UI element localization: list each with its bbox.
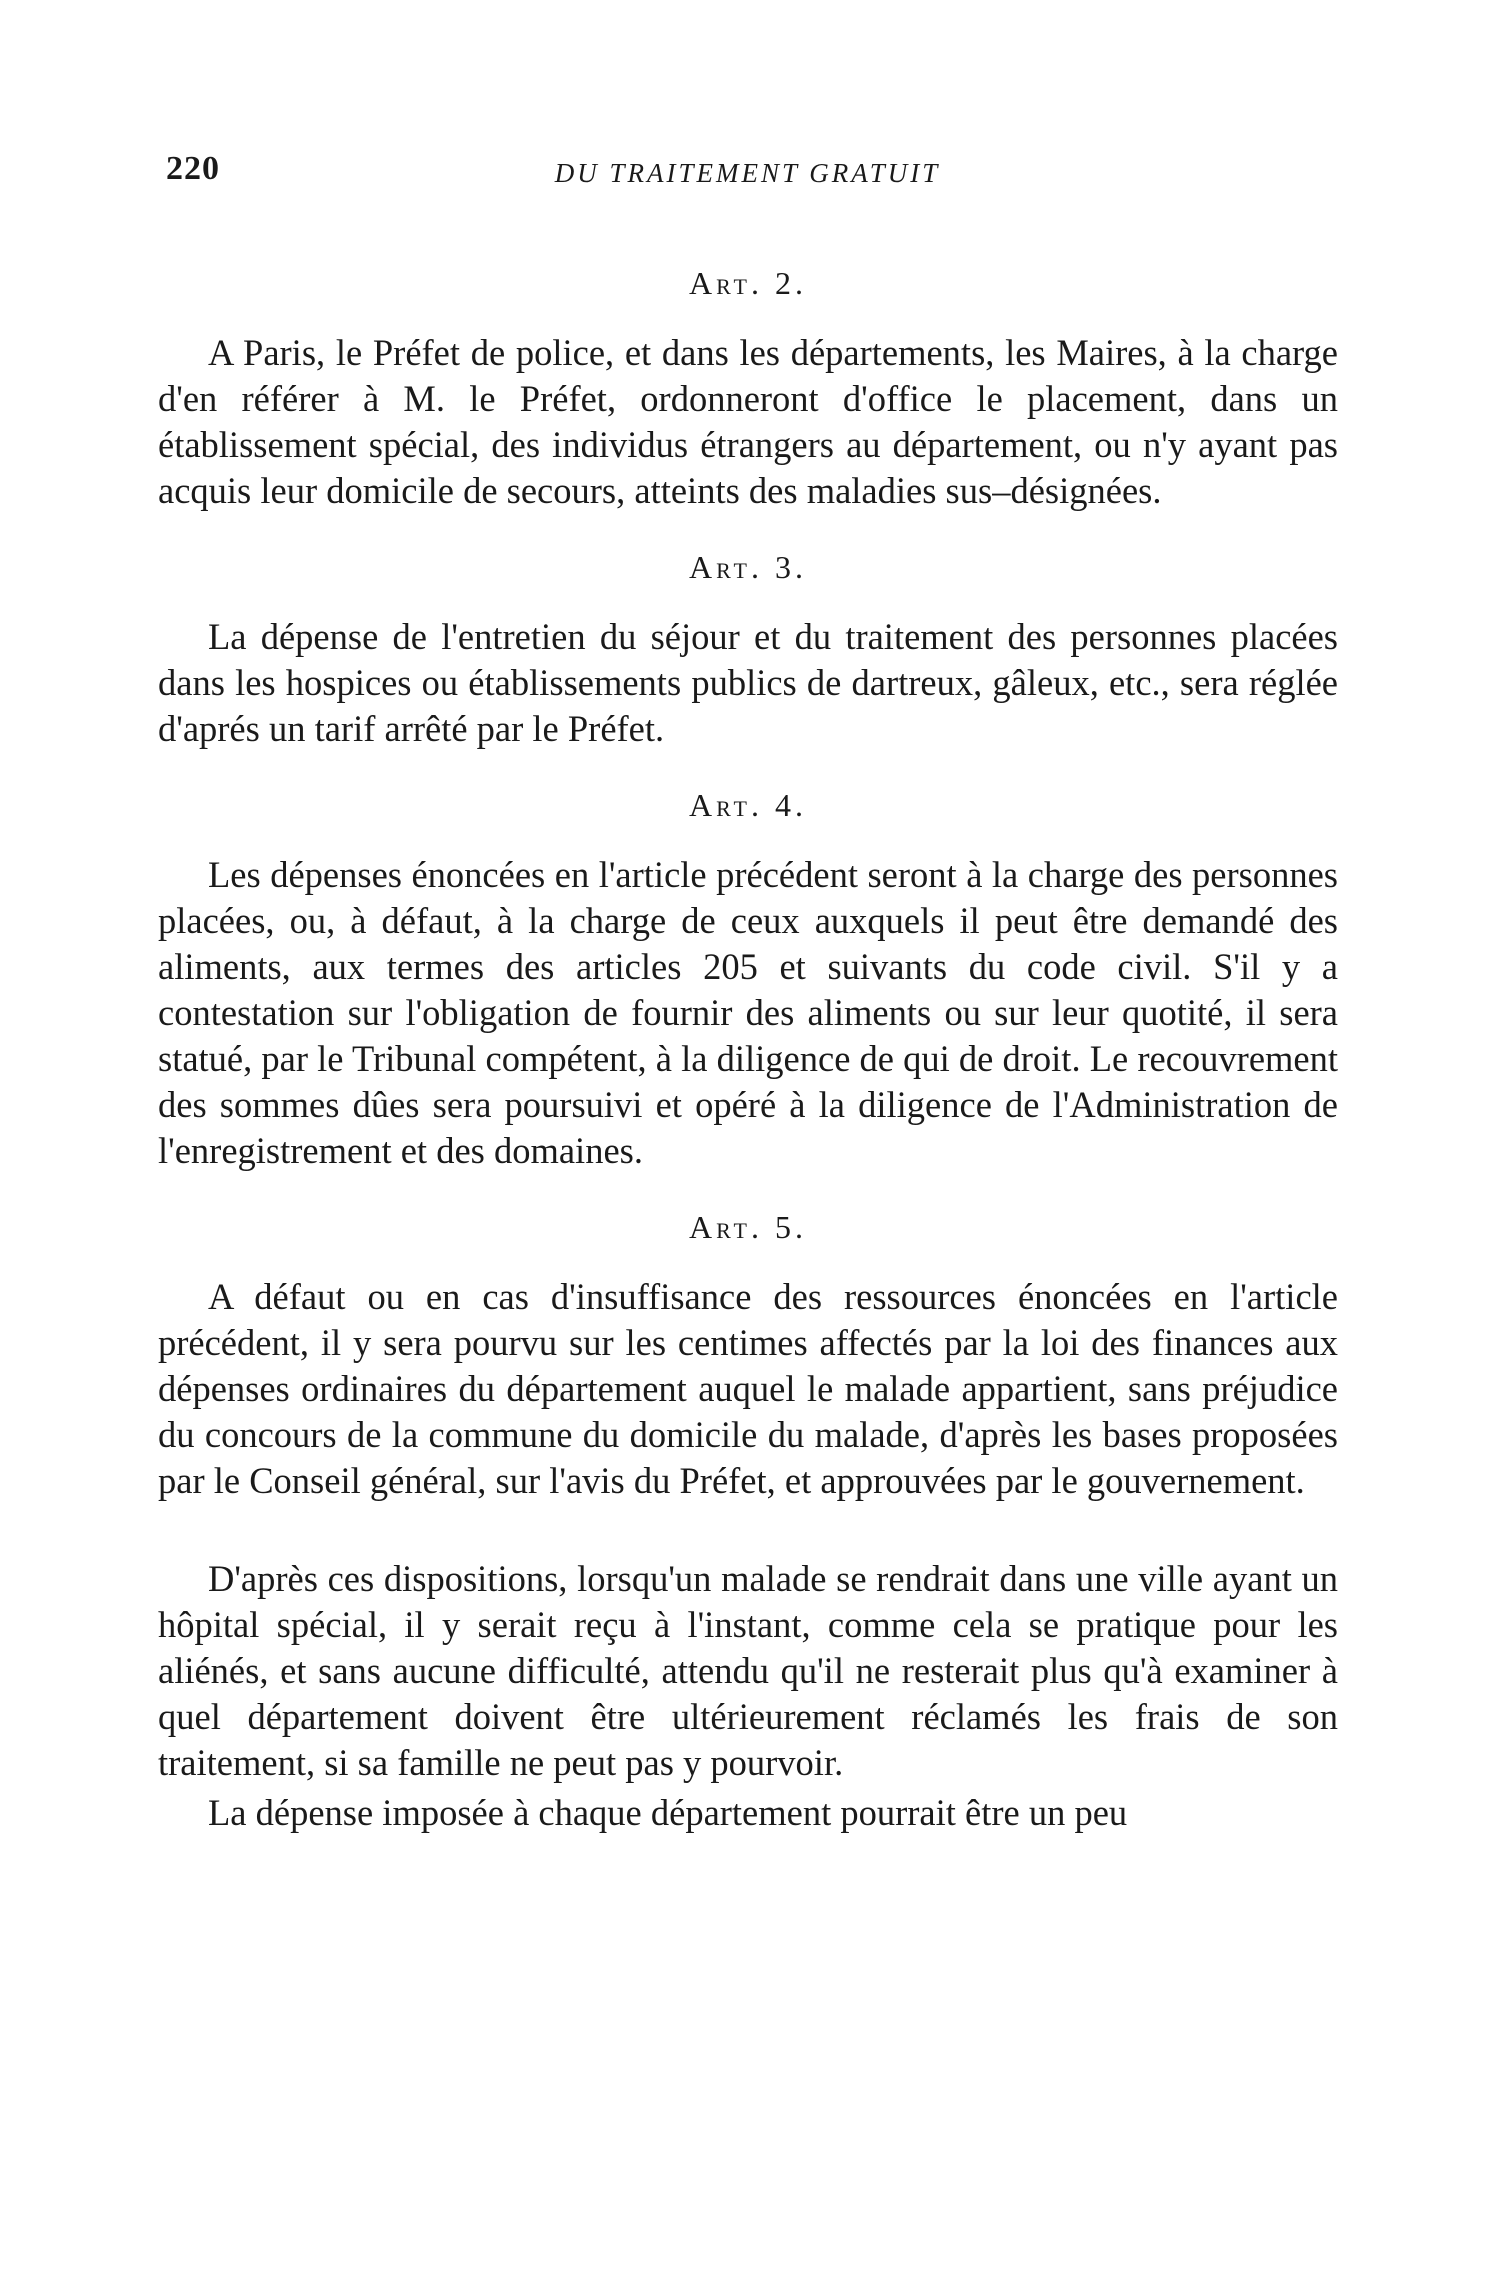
article-3-text: La dépense de l'entretien du séjour et du traitement des personnes placées dans les hospices ou établissements publics de dartreux, gâleux, etc., sera réglée d'aprés un tarif arrêté par le Préfet. [158,616,1338,749]
article-2-text: A Paris, le Préfet de police, et dans les départements, les Maires, à la charge d'en référer à M. le Préfet, ordonneront d'office le placement, dans un établissement spécial, des individus étrangers au département, ou n'y ayant pas acquis leur domicile de secours, atteints des maladies sus–désignées. [158,332,1338,511]
article-4-text: Les dépenses énoncées en l'article précédent seront à la charge des personnes placées, ou, à défaut, à la charge de ceux auxquels il peut être demandé des aliments, aux termes des articles 205 et suivants du code civil. S'il y a contestation sur l'obligation de fournir des aliments ou sur leur quotité, il sera statué, par le Tribunal compétent, à la diligence de qui de droit. Le recouvrement des sommes dûes sera poursuivi et opéré à la diligence de l'Administration de l'enregistrement et des domaines. [158,854,1338,1171]
article-3-heading: Art. 3. [689,549,807,585]
closing-paragraph-1: D'après ces dispositions, lorsqu'un malade se rendrait dans une ville ayant un hôpital spécial, il y serait reçu à l'instant, comme cela se pratique pour les aliénés, et sans aucune difficulté, attendu qu'il ne resterait plus qu'à examiner à quel département doivent être ultérieurement réclamés les frais de son traitement, si sa famille ne peut pas y pourvoir. [158,1558,1338,1783]
page-number: 220 [166,150,220,187]
running-head: DU TRAITEMENT GRATUIT [554,158,941,188]
article-4-heading: Art. 4. [689,787,807,823]
page-header [150,150,1345,210]
article-2-heading: Art. 2. [689,265,807,301]
article-5-heading: Art. 5. [689,1209,807,1245]
closing-paragraph-2: La dépense imposée à chaque département pourrait être un peu [208,1792,1128,1833]
article-5-text: A défaut ou en cas d'insuffisance des ressources énoncées en l'article précédent, il y sera pourvu sur les centimes affectés par la loi des finances aux dépenses ordinaires du département auquel le malade appartient, sans préjudice du concours de la commune du domicile du malade, d'après les bases proposées par le Conseil général, sur l'avis du Préfet, et approuvées par le gouvernement. [158,1276,1338,1501]
page-body [158,260,1338,1836]
